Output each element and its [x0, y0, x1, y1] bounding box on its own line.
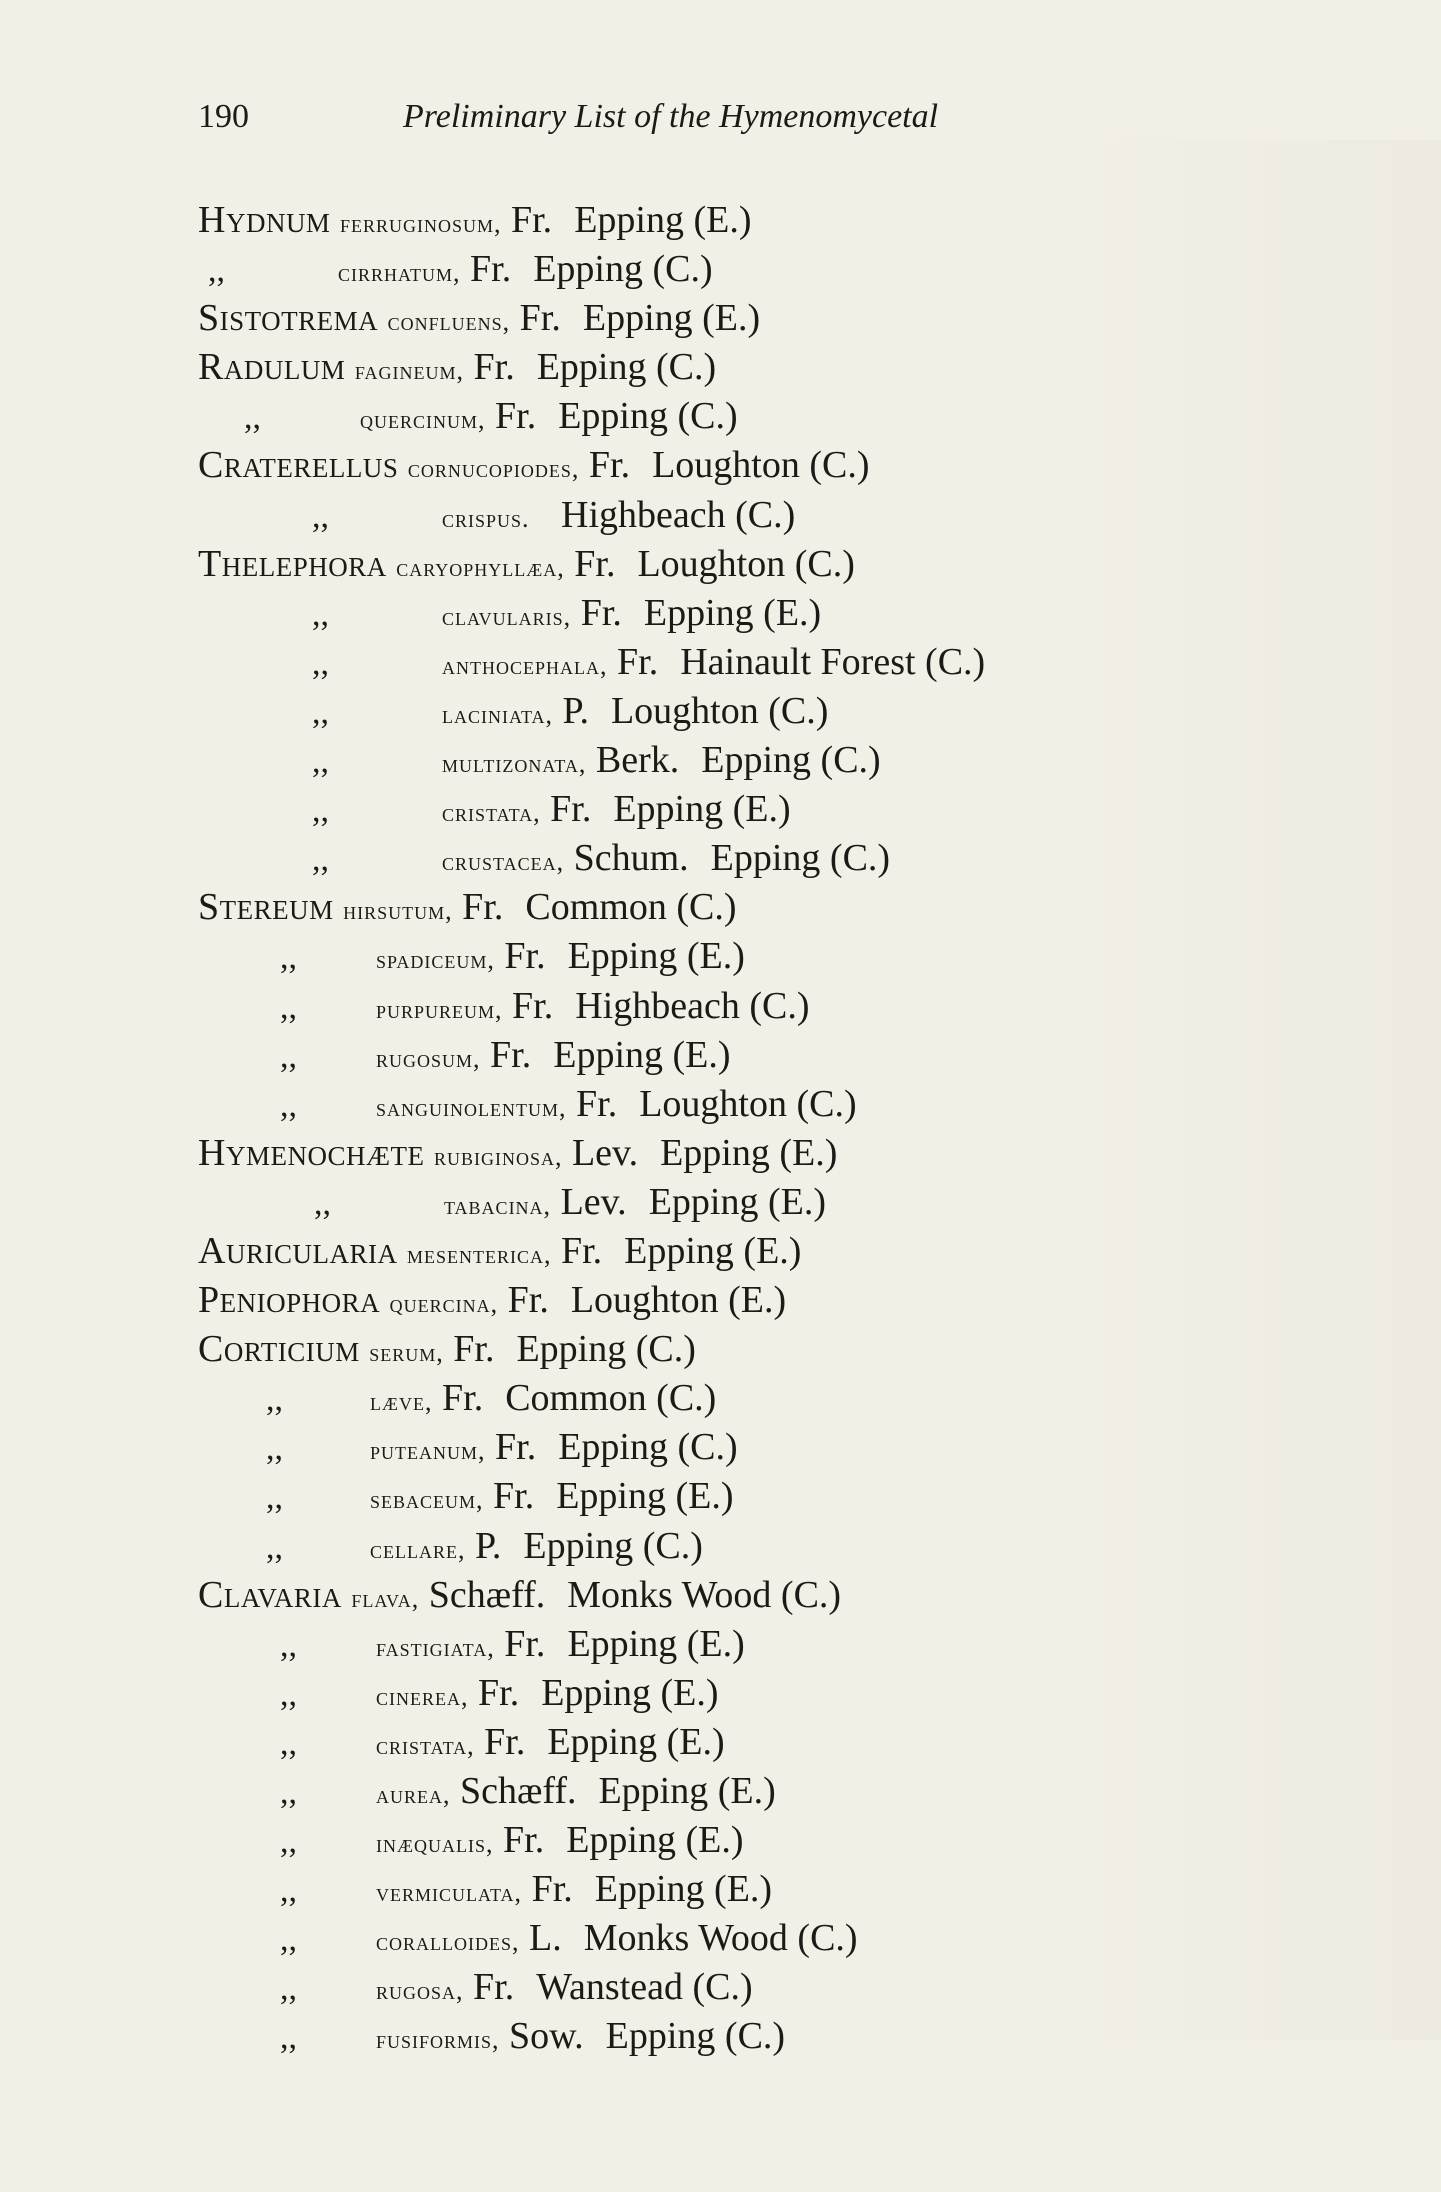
genus-name: Thelephora: [198, 542, 387, 585]
locality: Hainault Forest (C.): [680, 640, 986, 683]
species-name: læve,: [370, 1387, 433, 1417]
genus-name: Hymenochæte: [198, 1131, 425, 1174]
ditto-mark: ,,: [280, 1724, 297, 1762]
locality: Loughton (C.): [652, 444, 870, 487]
locality: Epping (E.): [547, 1720, 725, 1763]
list-entry: [198, 196, 1278, 245]
authority: Fr.: [550, 788, 592, 831]
locality: Epping (C.): [558, 1426, 738, 1469]
ditto-mark: ,,: [280, 1774, 297, 1811]
ditto-mark: ,,: [280, 1086, 297, 1124]
authority: Fr.: [576, 1082, 618, 1125]
ditto-mark: ,,: [280, 1675, 297, 1713]
locality: Common (C.): [525, 886, 737, 929]
authority: Fr.: [588, 444, 631, 487]
species-name: fagineum,: [354, 356, 465, 386]
authority: Fr.: [507, 1279, 549, 1322]
species-name: quercina,: [389, 1289, 499, 1319]
list-entry: [198, 1325, 1278, 1374]
authority: Fr.: [493, 1475, 535, 1518]
list-entry: [198, 540, 1278, 589]
authority: Fr.: [512, 984, 554, 1027]
locality: Highbeach (C.): [575, 984, 810, 1027]
genus-name: Stereum: [198, 886, 334, 929]
running-title: Preliminary List of the Hymenomycetal: [403, 98, 939, 135]
list-entry: [198, 1522, 1278, 1571]
authority: Lev.: [571, 1131, 639, 1174]
authority: Fr.: [504, 935, 546, 978]
species-name: sebaceum,: [370, 1485, 484, 1515]
ditto-mark: ,,: [280, 1872, 297, 1910]
ditto-mark: ,,: [312, 693, 329, 731]
list-entry: [198, 1816, 1278, 1865]
list-entry: [198, 294, 1278, 343]
authority: Berk.: [595, 739, 680, 782]
ditto-mark: ,,: [280, 939, 297, 977]
locality: Epping (E.): [556, 1475, 734, 1518]
species-name: anthocephala,: [442, 650, 608, 680]
list-entry: [198, 1865, 1278, 1914]
species-name: crustacea,: [442, 847, 565, 877]
authority: Fr.: [495, 395, 537, 438]
ditto-mark: ,,: [312, 841, 329, 879]
list-entry: [198, 2012, 1278, 2061]
species-name: crispus.: [442, 503, 530, 533]
locality: Epping (E.): [643, 591, 822, 634]
ditto-mark: ,,: [266, 1430, 283, 1468]
locality: Epping (C.): [605, 2015, 786, 2058]
locality: Monks Wood (C.): [583, 1917, 858, 1960]
list-entry: [198, 343, 1278, 392]
list-entry: [198, 1767, 1278, 1816]
genus-name: Radulum: [198, 346, 346, 389]
locality: Loughton (C.): [610, 689, 829, 732]
ditto-mark: ,,: [280, 1626, 297, 1664]
locality: Epping (C.): [536, 346, 717, 389]
authority: Fr.: [574, 542, 616, 585]
genus-name: Clavaria: [198, 1573, 342, 1616]
list-entry: [198, 883, 1278, 932]
authority: Fr.: [473, 1966, 515, 2009]
locality: Epping (C.): [710, 837, 891, 880]
genus-name: Hydnum: [198, 199, 331, 241]
authority: Schæff.: [428, 1573, 546, 1616]
list-entry: [198, 1669, 1278, 1718]
list-entry: [198, 245, 1278, 294]
list-entry: [198, 638, 1278, 687]
ditto-mark: ,,: [208, 252, 225, 290]
list-entry: [198, 834, 1278, 883]
list-entry: [198, 589, 1278, 638]
locality: Epping (E.): [598, 1770, 776, 1812]
locality: Epping (C.): [516, 1328, 696, 1371]
page-number: 190: [198, 98, 249, 135]
list-entry: [198, 687, 1278, 736]
genus-name: Auricularia: [198, 1229, 398, 1272]
list-entry: [198, 1276, 1278, 1325]
list-entry: [198, 491, 1278, 540]
species-name: rugosa,: [376, 1976, 464, 2006]
ditto-mark: ,,: [312, 595, 329, 633]
species-name: clavularis,: [442, 601, 572, 631]
list-entry: [198, 932, 1278, 981]
ditto-mark: ,,: [312, 644, 329, 682]
list-entry: [198, 1031, 1278, 1080]
species-name: laciniata,: [442, 699, 554, 729]
authority: Schæff.: [460, 1770, 577, 1812]
authority: Fr.: [519, 297, 561, 340]
list-entry: [198, 1423, 1278, 1472]
locality: Epping (C.): [523, 1524, 703, 1567]
ditto-mark: ,,: [280, 2019, 297, 2057]
locality: Epping (E.): [648, 1180, 826, 1223]
list-entry: [198, 1914, 1278, 1963]
species-name: confluens,: [387, 307, 511, 337]
species-name: fastigiata,: [376, 1632, 495, 1662]
species-name: caryophyllæa,: [396, 552, 565, 582]
genus-name: Sistotrema: [198, 297, 379, 340]
species-name: mesenterica,: [406, 1239, 552, 1269]
species-name: aurea,: [376, 1780, 451, 1809]
authority: Fr.: [531, 1868, 573, 1911]
species-name: vermiculata,: [376, 1878, 523, 1908]
species-name: cristata,: [376, 1730, 475, 1760]
list-entry: [198, 736, 1278, 785]
ditto-mark: ,,: [266, 1528, 283, 1566]
authority: Fr.: [504, 1622, 546, 1665]
species-name: cristata,: [442, 798, 541, 828]
authority: Fr.: [510, 199, 553, 241]
authority: Fr.: [453, 1328, 495, 1371]
genus-name: Craterellus: [198, 444, 399, 487]
ditto-mark: ,,: [312, 792, 329, 830]
locality: Epping (E.): [660, 1131, 838, 1174]
ditto-mark: ,,: [314, 1184, 331, 1222]
list-entry: [198, 785, 1278, 834]
species-name: rugosum,: [376, 1043, 481, 1073]
ditto-mark: ,,: [266, 1381, 283, 1419]
locality: Common (C.): [505, 1377, 717, 1420]
authority: Fr.: [490, 1033, 532, 1076]
authority: Schum.: [573, 837, 689, 880]
ditto-mark: ,,: [280, 1970, 297, 2008]
species-name: coralloides,: [376, 1927, 520, 1957]
species-name: cornucopiodes,: [407, 454, 580, 484]
authority: P.: [475, 1524, 502, 1567]
list-entry: [198, 1620, 1278, 1669]
ditto-mark: ,,: [280, 1921, 297, 1959]
species-name: multizonata,: [442, 749, 587, 779]
ditto-mark: ,,: [312, 743, 329, 781]
locality: Monks Wood (C.): [567, 1573, 842, 1616]
locality: Loughton (C.): [639, 1082, 857, 1125]
ditto-mark: ,,: [266, 1479, 283, 1517]
authority: Fr.: [462, 886, 504, 929]
page-header: [198, 98, 1218, 158]
species-name: cellare,: [370, 1534, 466, 1564]
locality: Epping (E.): [582, 297, 761, 340]
species-name: cirrhatum,: [338, 258, 461, 288]
species-name: rubiginosa,: [433, 1141, 563, 1171]
list-entry: [198, 1963, 1278, 2012]
locality: Wanstead (C.): [536, 1966, 753, 2009]
genus-name: Peniophora: [198, 1279, 381, 1322]
locality: Epping (E.): [553, 1033, 731, 1076]
locality: Epping (E.): [594, 1868, 773, 1911]
list-entry: [198, 1374, 1278, 1423]
authority: Fr.: [442, 1377, 484, 1420]
locality: Epping (E.): [574, 199, 752, 241]
list-entry: [198, 1227, 1278, 1276]
locality: Epping (C.): [533, 248, 713, 291]
locality: Epping (E.): [541, 1671, 719, 1714]
locality: Loughton (C.): [637, 542, 855, 585]
locality: Loughton (E.): [570, 1279, 787, 1322]
species-name: ferruginosum,: [339, 209, 502, 238]
authority: Fr.: [484, 1720, 526, 1763]
locality: Highbeach (C.): [561, 493, 796, 536]
ditto-mark: ,,: [280, 1037, 297, 1075]
list-entry: [198, 982, 1278, 1031]
locality: Epping (E.): [624, 1229, 802, 1272]
authority: Fr.: [503, 1819, 545, 1862]
locality: Epping (E.): [613, 788, 791, 831]
list-entry: [198, 1178, 1278, 1227]
species-name: cinerea,: [376, 1681, 469, 1711]
locality: Epping (C.): [558, 395, 738, 438]
species-name: flava,: [351, 1583, 420, 1613]
list-entry: [198, 441, 1278, 490]
authority: Fr.: [470, 248, 512, 291]
ditto-mark: ,,: [312, 497, 329, 535]
authority: Lev.: [560, 1180, 627, 1223]
list-entry: [198, 1571, 1278, 1620]
species-name: purpureum,: [376, 994, 503, 1024]
ditto-mark: ,,: [280, 1823, 297, 1861]
list-entry: [198, 392, 1278, 441]
list-entry: [198, 1080, 1278, 1129]
authority: Fr.: [495, 1426, 537, 1469]
locality: Epping (C.): [701, 739, 881, 782]
list-entry: [198, 1472, 1278, 1521]
genus-name: Corticium: [198, 1328, 360, 1371]
authority: Fr.: [473, 346, 515, 389]
locality: Epping (E.): [566, 1819, 744, 1862]
species-name: serum,: [369, 1338, 444, 1368]
species-name: tabacina,: [444, 1190, 552, 1220]
species-name: inæqualis,: [376, 1829, 494, 1859]
species-name: spadiceum,: [376, 945, 495, 975]
ditto-mark: ,,: [244, 399, 261, 437]
authority: Fr.: [580, 591, 622, 634]
authority: P.: [562, 689, 589, 732]
list-entry: [198, 1129, 1278, 1178]
list-entry: [198, 1718, 1278, 1767]
species-name: quercinum,: [360, 405, 486, 435]
authority: Sow.: [509, 2015, 584, 2058]
species-name: sanguinolentum,: [376, 1092, 567, 1122]
locality: Epping (E.): [567, 1622, 745, 1665]
authority: L.: [529, 1917, 562, 1960]
authority: Fr.: [478, 1671, 520, 1714]
authority: Fr.: [560, 1229, 603, 1272]
authority: Fr.: [617, 640, 659, 683]
ditto-mark: ,,: [280, 988, 297, 1026]
locality: Epping (E.): [567, 935, 745, 978]
species-name: fusiformis,: [376, 2025, 500, 2055]
species-list: [198, 196, 1278, 2062]
species-name: hirsutum,: [343, 896, 453, 926]
species-name: puteanum,: [370, 1436, 486, 1466]
